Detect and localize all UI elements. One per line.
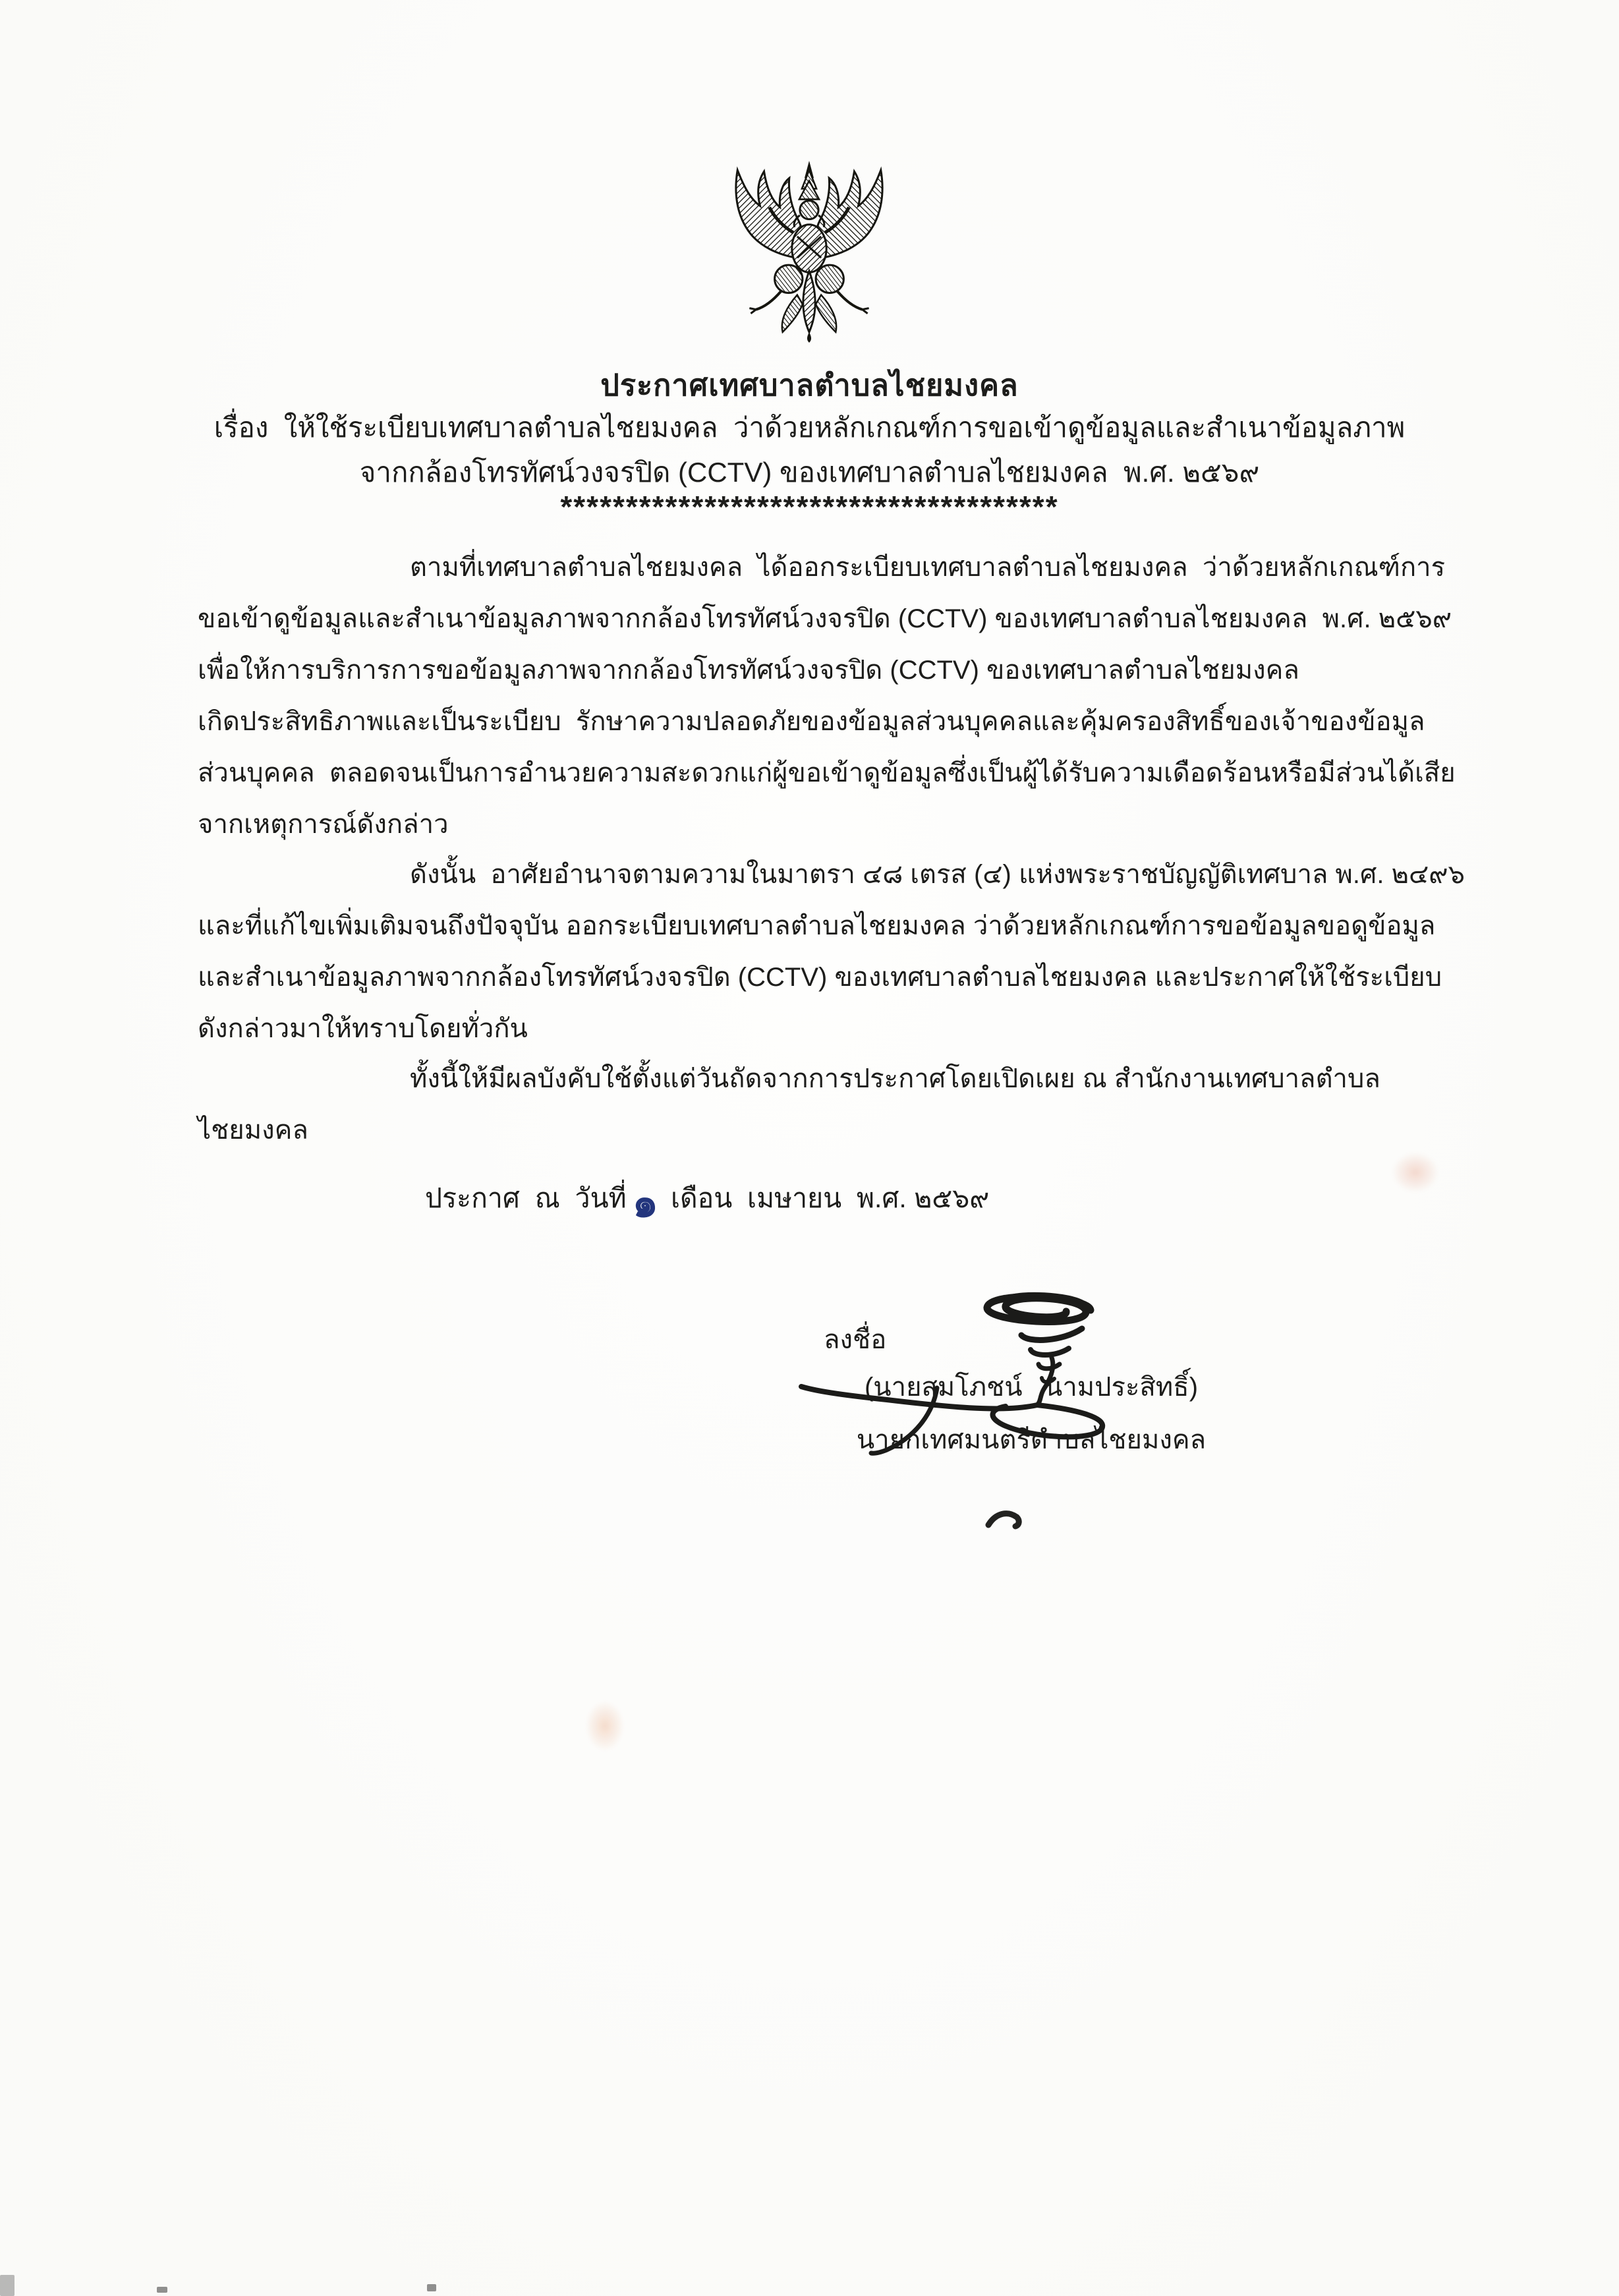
date-suffix: เดือน เมษายน พ.ศ. ๒๕๖๙ [670, 1183, 990, 1213]
garuda-emblem-icon [707, 158, 911, 344]
text-line: ดังกล่าวมาให้ทราบโดยทั่วกัน [198, 1014, 528, 1043]
text-line: เพื่อให้การบริการการขอข้อมูลภาพจากกล้องโทรทัศน์วงจรปิด (CCTV) ของเทศบาลตำบลไชยมงคล [198, 656, 1299, 685]
text-line: เกิดประสิทธิภาพและเป็นระเบียบ รักษาความปลอดภัยของข้อมูลส่วนบุคคลและคุ้มครองสิทธิ์ของเจ้าของข้อมูล [198, 707, 1425, 736]
signatory-name: (นายสมโภชน์ นามประสิทธิ์) [864, 1373, 1199, 1402]
handwritten-day-numeral: ๑ [629, 1179, 660, 1227]
text-line: และที่แก้ไขเพิ่มเติมจนถึงปัจจุบัน ออกระเบียบเทศบาลตำบลไชยมงคล ว่าด้วยหลักเกณฑ์การขอข้อมูลขอดูข้อมูล [198, 911, 1436, 940]
paragraph-1 [198, 542, 1456, 850]
signature-label: ลงชื่อ [824, 1325, 887, 1354]
scan-smudge [585, 1700, 625, 1752]
text-line: จากเหตุการณ์ดังกล่าว [198, 810, 449, 839]
handwritten-signature-icon [758, 1252, 1127, 1529]
text-line: ขอเข้าดูข้อมูลและสำเนาข้อมูลภาพจากกล้องโทรทัศน์วงจรปิด (CCTV) ของเทศบาลตำบลไชยมงคล พ.ศ. ๒๕๖๙ [198, 604, 1452, 633]
paragraph-2 [198, 849, 1465, 1054]
scan-smudge [1392, 1152, 1439, 1193]
text-line: และสำเนาข้อมูลภาพจากกล้องโทรทัศน์วงจรปิด (CCTV) ของเทศบาลตำบลไชยมงคล และประกาศให้ใช้ระเบียบ [198, 963, 1442, 992]
paragraph-3 [198, 1053, 1450, 1156]
document-title: ประกาศเทศบาลตำบลไชยมงคล [600, 368, 1019, 402]
divider-stars: ************************************** [560, 490, 1059, 524]
garuda-crown [799, 161, 819, 199]
signatory-position: นายกเทศมนตรีตำบลไชยมงคล [856, 1425, 1207, 1454]
scan-speck [427, 2284, 436, 2291]
text-line: ไชยมงคล [198, 1116, 308, 1145]
subject-line-1: เรื่อง ให้ใช้ระเบียบเทศบาลตำบลไชยมงคล ว่าด้วยหลักเกณฑ์การขอเข้าดูข้อมูลและสำเนาข้อมูลภาพ [213, 412, 1406, 443]
text-line: ตามที่เทศบาลตำบลไชยมงคล ได้ออกระเบียบเทศบาลตำบลไชยมงคล ว่าด้วยหลักเกณฑ์การ [410, 553, 1446, 582]
text-line: ส่วนบุคคล ตลอดจนเป็นการอำนวยความสะดวกแก่ผู้ขอเข้าดูข้อมูลซึ่งเป็นผู้ได้รับความเดือดร้อนหรือมีส่วนได้เสีย [198, 759, 1456, 788]
text-line: ดังนั้น อาศัยอำนาจตามความในมาตรา ๔๘ เตรส (๔) แห่งพระราชบัญญัติเทศบาล พ.ศ. ๒๔๙๖ [410, 860, 1465, 889]
scan-speck [157, 2287, 167, 2293]
date-prefix: ประกาศ ณ วันที่ [425, 1183, 627, 1213]
scan-speck [0, 2275, 14, 2296]
text-line: ทั้งนี้ให้มีผลบังคับใช้ตั้งแต่วันถัดจากการประกาศโดยเปิดเผย ณ สำนักงานเทศบาลตำบล [410, 1064, 1380, 1093]
subject-line-2: จากกล้องโทรทัศน์วงจรปิด (CCTV) ของเทศบาลตำบลไชยมงคล พ.ศ. ๒๕๖๙ [359, 457, 1260, 488]
date-line [425, 1177, 990, 1227]
